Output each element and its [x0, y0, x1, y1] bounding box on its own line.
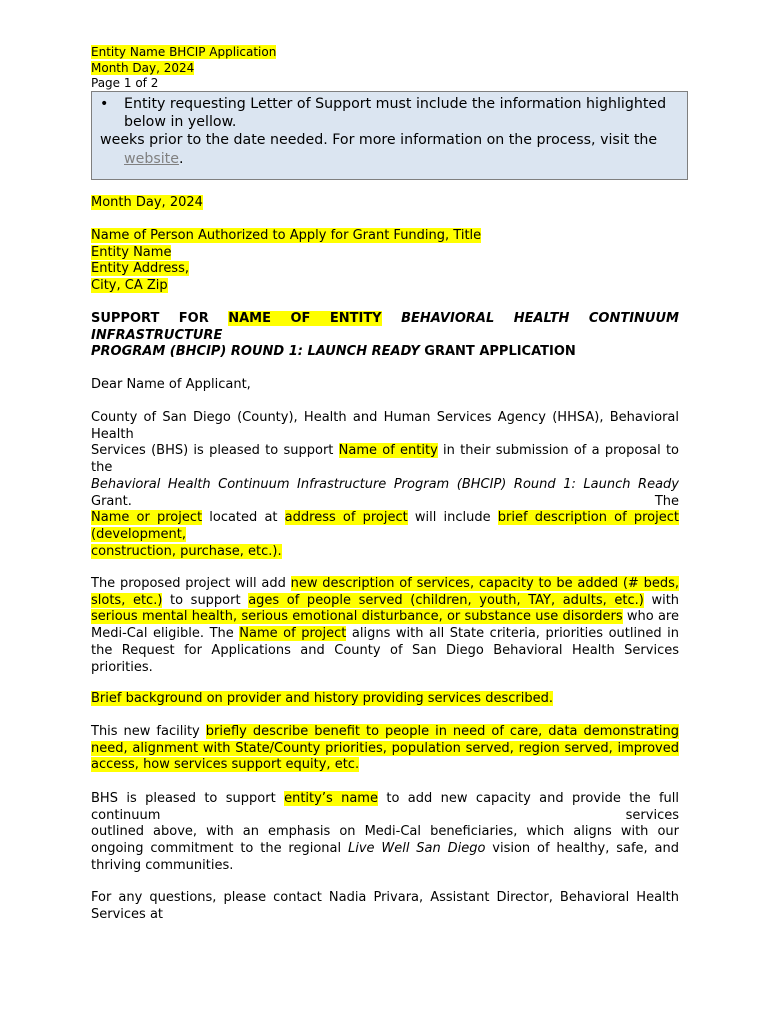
bullet-icon: • [100, 96, 109, 112]
notice-period: . [178, 150, 184, 167]
para1-entity: Name of entity [338, 443, 438, 459]
para1-address: address of project [284, 510, 408, 526]
recipient-city: City, CA Zip [91, 278, 168, 294]
page-number: Page 1 of 2 [91, 76, 159, 90]
subject-part4: GRANT APPLICATION [419, 344, 576, 360]
para1-located: located at [202, 510, 285, 526]
salutation [91, 377, 679, 394]
paragraph-2 [91, 576, 679, 676]
para2-a: The proposed project will add [91, 576, 291, 591]
para2-d: who are Medi-Cal eligible. The [91, 609, 679, 642]
letter-date-text: Month Day, 2024 [91, 195, 203, 210]
paragraph-1 [91, 410, 679, 560]
document-header [91, 45, 679, 92]
letter-date [91, 195, 679, 212]
website-link[interactable]: website [124, 150, 179, 167]
paragraph-3 [91, 691, 679, 708]
subject-line [91, 311, 679, 361]
subject-part2: BEHAVIORAL HEALTH CONTINUUM INFRASTRUCTURE [91, 311, 679, 343]
para1-description: brief description of project (development, [91, 510, 679, 542]
para5-entity: entity’s name [284, 791, 378, 806]
recipient-entity: Entity Name [91, 244, 172, 260]
recipient-name-title: Name of Person Authorized to Apply for Grant Funding, Title [91, 228, 482, 243]
paragraph-6 [91, 890, 679, 923]
para2-c: with [643, 592, 680, 608]
recipient-block [91, 228, 679, 295]
para1-program: Behavioral Health Continuum Infrastructure Program (BHCIP) Round 1: Launch Ready [91, 476, 679, 492]
paragraph-4 [91, 724, 679, 774]
para6-text: For any questions, please contact Nadia Privara, Assistant Director, Behavioral Health Services at [91, 890, 679, 922]
para1-include: will include [407, 510, 498, 526]
para2-e: aligns with all State criteria, priorities outlined in the Request for Applications and County of San Diego Behavioral Health Services priorities. [91, 626, 679, 675]
para5-c: outlined above, with an emphasis on Medi-Cal beneficiaries, which aligns with our ongoing commitment to the regional [91, 824, 679, 857]
para1-line1: County of San Diego (County), Health and Human Services Agency (HHSA), Behavioral Health [91, 410, 679, 442]
para1-project-name: Name or project [91, 510, 203, 526]
instruction-notice-box [91, 91, 688, 180]
para2-ages: ages of people served (children, youth, TAY, adults, etc.) [248, 592, 644, 608]
recipient-address: Entity Address, [91, 261, 189, 277]
subject-part1: SUPPORT FOR [91, 311, 229, 326]
para2-project-name: Name of project [239, 626, 347, 642]
salutation-text: Dear Name of Applicant, [91, 377, 251, 392]
para1-grant: Grant. The [91, 493, 679, 509]
header-date: Month Day, 2024 [91, 60, 195, 75]
para4-a: This new facility [91, 724, 206, 739]
notice-text: Entity requesting Letter of Support must include the information highlighted below in yellow. [124, 96, 667, 131]
para3-text: Brief background on provider and history providing services described. [91, 691, 553, 706]
notice-line2: weeks prior to the date needed. For more information on the process, visit the [100, 132, 658, 149]
para5-a: BHS is pleased to support [91, 791, 285, 806]
paragraph-5 [91, 791, 679, 875]
para2-b: to support [162, 592, 249, 608]
para1-construction: construction, purchase, etc.). [91, 543, 282, 559]
subject-entity: NAME OF ENTITY [228, 311, 382, 326]
para4-benefit: briefly describe benefit to people in need of care, data demonstrating need, alignment with State/County priorities, population served, region served, improved access, how services support equity, etc. [91, 724, 679, 773]
para1-line2: Services (BHS) is pleased to support [91, 443, 339, 459]
header-title: Entity Name BHCIP Application [91, 45, 277, 59]
subject-part3: PROGRAM (BHCIP) ROUND 1: LAUNCH READY [91, 344, 420, 360]
para1-line2b: in their submission of a proposal to the [91, 443, 679, 476]
para5-b: to add new capacity and provide the full continuum services [91, 791, 679, 823]
para2-services: new description of services, capacity to be added (# beds, slots, etc.) [91, 576, 680, 608]
para5-live-well: Live Well San Diego [347, 841, 486, 857]
para2-conditions: serious mental health, serious emotional disturbance, or substance use disorders [91, 609, 623, 625]
para5-d: vision of healthy, safe, and thriving communities. [91, 841, 679, 873]
